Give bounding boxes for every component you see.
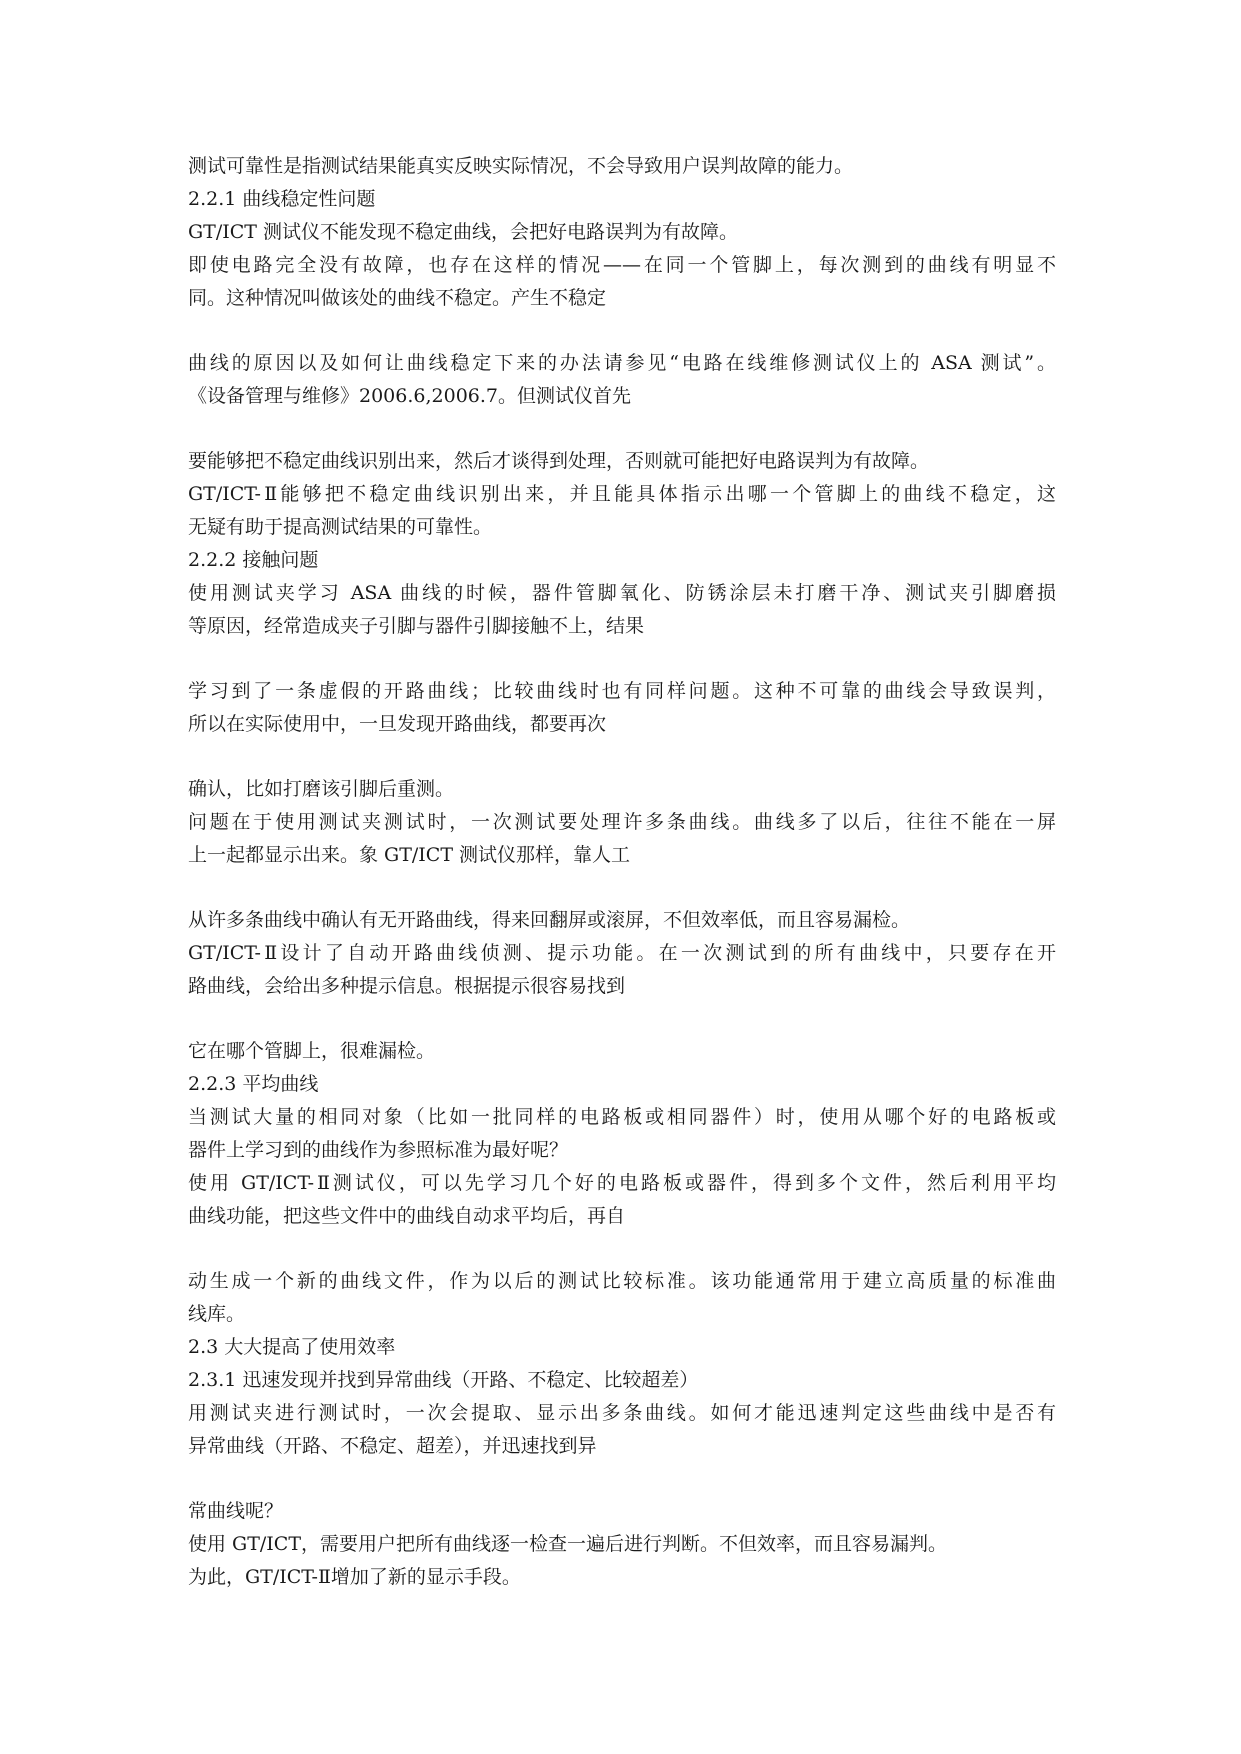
paragraph-line: 即使电路完全没有故障，也存在这样的情况——在同一个管脚上，每次测到的曲线有明显不 bbox=[188, 254, 1056, 276]
paragraph-line: 上一起都显示出来。象 GT/ICT 测试仪那样，靠人工 bbox=[188, 844, 631, 866]
paragraph-line: GT/ICT-Ⅱ设计了自动开路曲线侦测、提示功能。在一次测试到的所有曲线中，只要存在开 bbox=[188, 942, 1056, 964]
paragraph-line: 《设备管理与维修》2006.6,2006.7。但测试仪首先 bbox=[188, 385, 632, 407]
paragraph-gap bbox=[188, 741, 1056, 773]
paragraph-line: 动生成一个新的曲线文件，作为以后的测试比较标准。该功能通常用于建立高质量的标准曲 bbox=[188, 1270, 1056, 1292]
paragraph-line: 所以在实际使用中，一旦发现开路曲线，都要再次 bbox=[188, 713, 607, 735]
paragraph-line: 曲线功能，把这些文件中的曲线自动求平均后，再自 bbox=[188, 1205, 626, 1227]
paragraph-line: 要能够把不稳定曲线识别出来，然后才谈得到处理，否则就可能把好电路误判为有故障。 bbox=[188, 450, 930, 472]
paragraph-line: 用测试夹进行测试时，一次会提取、显示出多条曲线。如何才能迅速判定这些曲线中是否有 bbox=[188, 1402, 1056, 1424]
paragraph-line: 确认，比如打磨该引脚后重测。 bbox=[188, 778, 455, 800]
paragraph-line: 曲线的原因以及如何让曲线稳定下来的办法请参见“电路在线维修测试仪上的 ASA 测试”。 bbox=[188, 352, 1056, 374]
paragraph-line: 使用 GT/ICT，需要用户把所有曲线逐一检查一遍后进行判断。不但效率，而且容易漏判。 bbox=[188, 1533, 948, 1555]
paragraph-line: 当测试大量的相同对象（比如一批同样的电路板或相同器件）时，使用从哪个好的电路板或 bbox=[188, 1106, 1056, 1128]
paragraph-gap bbox=[188, 1463, 1056, 1495]
paragraph-line: 测试可靠性是指测试结果能真实反映实际情况，不会导致用户误判故障的能力。 bbox=[188, 155, 854, 177]
paragraph-line: 线库。 bbox=[188, 1303, 246, 1325]
paragraph-gap bbox=[188, 413, 1056, 445]
document-body bbox=[188, 150, 1056, 1594]
paragraph-line: 同。这种情况叫做该处的曲线不稳定。产生不稳定 bbox=[188, 287, 607, 309]
paragraph-gap bbox=[188, 1003, 1056, 1035]
paragraph-line: 无疑有助于提高测试结果的可靠性。 bbox=[188, 516, 493, 538]
paragraph-gap bbox=[188, 315, 1056, 347]
paragraph-gap bbox=[188, 643, 1056, 675]
paragraph-line: 从许多条曲线中确认有无开路曲线，得来回翻屏或滚屏，不但效率低，而且容易漏检。 bbox=[188, 909, 911, 931]
section-heading-2-2-2: 2.2.2 接触问题 bbox=[188, 549, 319, 571]
paragraph-line: 异常曲线（开路、不稳定、超差），并迅速找到异 bbox=[188, 1435, 597, 1457]
paragraph-line: 使用 GT/ICT-Ⅱ测试仪，可以先学习几个好的电路板或器件，得到多个文件，然后利用平均 bbox=[188, 1172, 1056, 1194]
paragraph-line: 学习到了一条虚假的开路曲线；比较曲线时也有同样问题。这种不可靠的曲线会导致误判， bbox=[188, 680, 1056, 702]
paragraph-line: 为此，GT/ICT-Ⅱ增加了新的显示手段。 bbox=[188, 1566, 521, 1588]
paragraph-line: 它在哪个管脚上，很难漏检。 bbox=[188, 1040, 436, 1062]
paragraph-gap bbox=[188, 1233, 1056, 1265]
paragraph-line: 问题在于使用测试夹测试时，一次测试要处理许多条曲线。曲线多了以后，往往不能在一屏 bbox=[188, 811, 1056, 833]
paragraph-line: 使用测试夹学习 ASA 曲线的时候，器件管脚氧化、防锈涂层未打磨干净、测试夹引脚磨损 bbox=[188, 582, 1056, 604]
paragraph-line: 等原因，经常造成夹子引脚与器件引脚接触不上，结果 bbox=[188, 615, 645, 637]
paragraph-line: GT/ICT 测试仪不能发现不稳定曲线，会把好电路误判为有故障。 bbox=[188, 221, 739, 243]
section-heading-2-2-3: 2.2.3 平均曲线 bbox=[188, 1073, 319, 1095]
paragraph-gap bbox=[188, 872, 1056, 904]
paragraph-line: GT/ICT-Ⅱ能够把不稳定曲线识别出来，并且能具体指示出哪一个管脚上的曲线不稳定，这 bbox=[188, 483, 1056, 505]
paragraph-line: 路曲线，会给出多种提示信息。根据提示很容易找到 bbox=[188, 975, 626, 997]
section-heading-2-3-1: 2.3.1 迅速发现并找到异常曲线（开路、不稳定、比较超差） bbox=[188, 1369, 699, 1391]
paragraph-line: 器件上学习到的曲线作为参照标准为最好呢？ bbox=[188, 1139, 569, 1161]
paragraph-line: 常曲线呢？ bbox=[188, 1500, 284, 1522]
section-heading-2-3: 2.3 大大提高了使用效率 bbox=[188, 1336, 396, 1358]
section-heading-2-2-1: 2.2.1 曲线稳定性问题 bbox=[188, 188, 376, 210]
